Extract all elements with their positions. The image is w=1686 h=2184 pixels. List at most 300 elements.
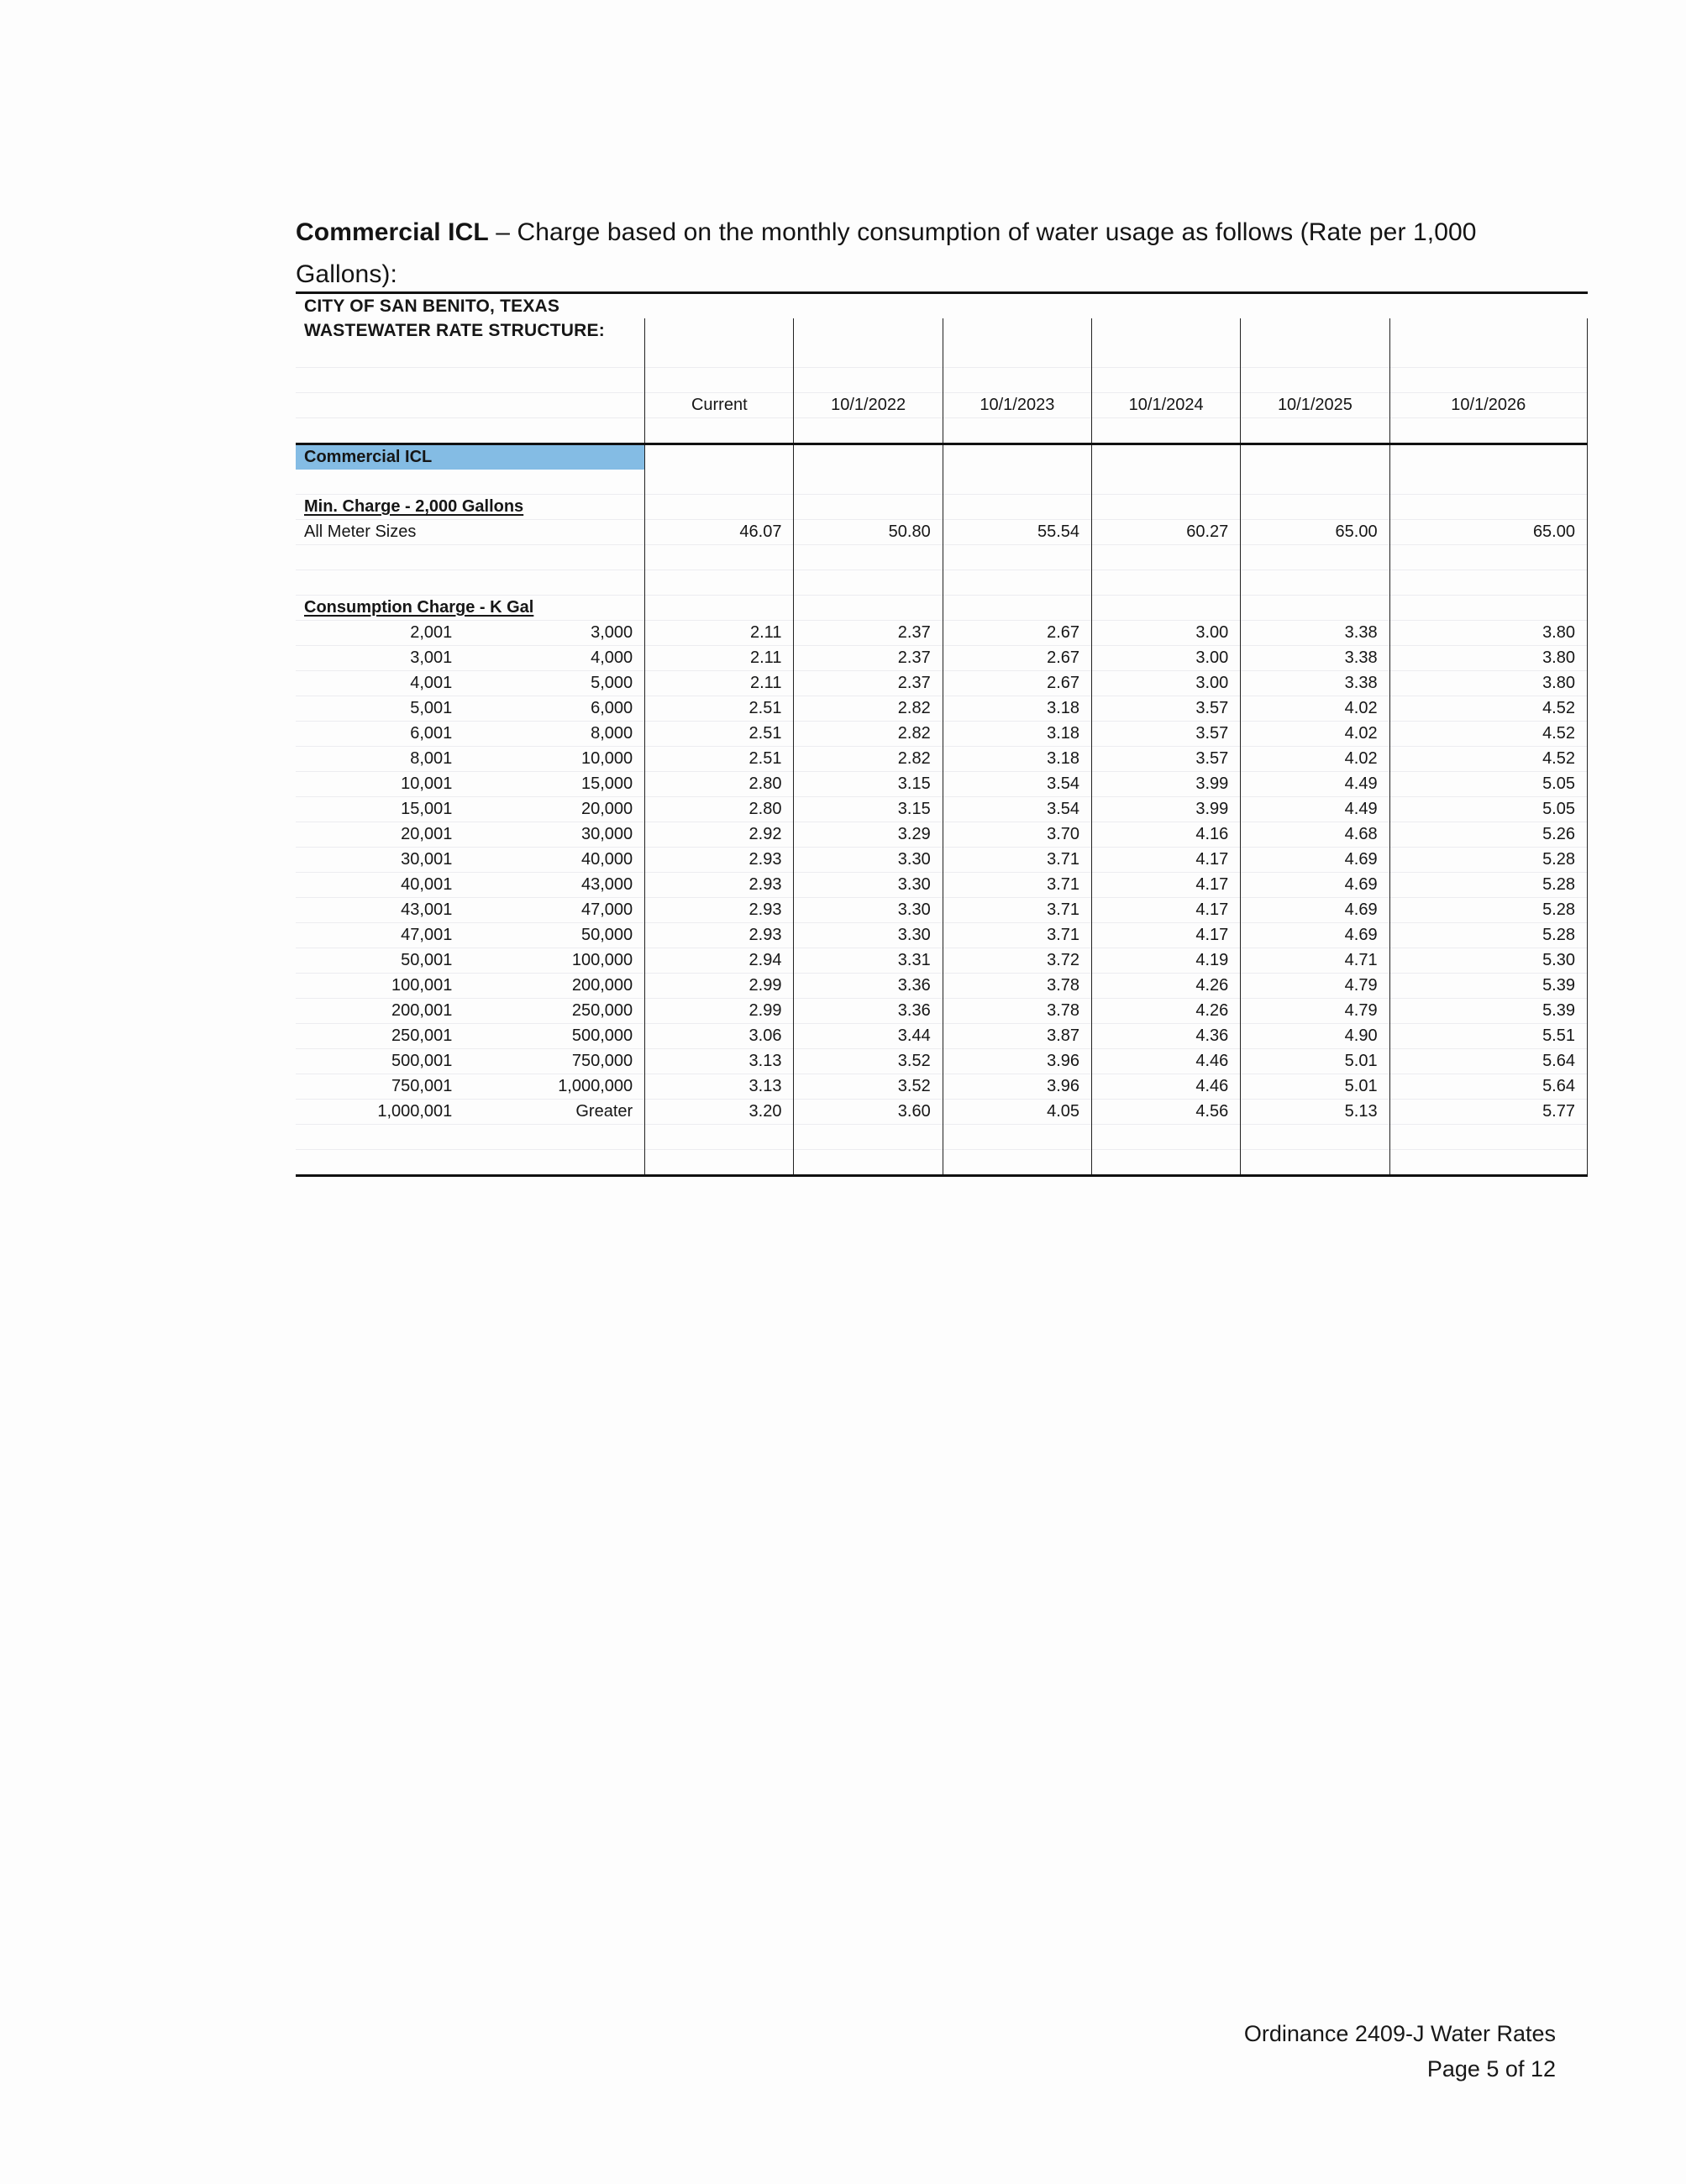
cell-rate-20241001: 4.16 xyxy=(1092,822,1241,848)
cell-rate-20231001: 2.67 xyxy=(943,646,1091,671)
spacer-cell xyxy=(1092,343,1241,368)
cell-rate-20221001: 3.30 xyxy=(794,898,943,923)
spacer-cell xyxy=(1389,444,1587,470)
cell-rate-20241001: 3.57 xyxy=(1092,696,1241,722)
cell-rate-20231001: 3.96 xyxy=(943,1049,1091,1074)
spacer-cell xyxy=(943,444,1091,470)
spacer-cell xyxy=(794,1150,943,1176)
spacer-cell xyxy=(1241,1150,1389,1176)
spacer-cell xyxy=(645,418,794,444)
cell-rate-20221001: 3.52 xyxy=(794,1074,943,1100)
cell-rate-current: 2.93 xyxy=(645,923,794,948)
cell-rate-current: 2.99 xyxy=(645,974,794,999)
min-charge-heading-label: Min. Charge - 2,000 Gallons xyxy=(304,497,524,516)
spacer-cell xyxy=(1241,1125,1389,1150)
table-row xyxy=(296,898,1588,923)
spacer-cell xyxy=(943,1125,1091,1150)
cell-tier-to: 100,000 xyxy=(464,948,644,974)
cell-rate-current: 2.94 xyxy=(645,948,794,974)
table-row xyxy=(296,948,1588,974)
cell-tier-to: 250,000 xyxy=(464,999,644,1024)
column-header-current: Current xyxy=(645,393,794,418)
row-label-all-meter-sizes: All Meter Sizes xyxy=(296,520,645,545)
spacer-cell xyxy=(1092,418,1241,444)
cell-rate-20251001: 4.02 xyxy=(1241,722,1389,747)
cell-rate-20241001: 3.00 xyxy=(1092,671,1241,696)
spacer-cell xyxy=(645,495,794,520)
table-row xyxy=(296,772,1588,797)
cell-rate-20241001: 3.00 xyxy=(1092,621,1241,646)
cell-rate-20261001: 3.80 xyxy=(1389,646,1587,671)
table-spacer-row xyxy=(296,545,1588,570)
cell-tier-to: 40,000 xyxy=(464,848,644,873)
spacer-cell xyxy=(645,545,794,570)
cell-rate-20231001: 3.70 xyxy=(943,822,1091,848)
cell-rate-20261001: 5.64 xyxy=(1389,1074,1587,1100)
spacer-cell xyxy=(1092,318,1241,343)
cell-rate-20231001: 3.96 xyxy=(943,1074,1091,1100)
wastewater-rate-table-container xyxy=(296,291,1588,1177)
spacer-cell xyxy=(296,393,645,418)
cell-rate-20251001: 3.38 xyxy=(1241,646,1389,671)
cell-tier-from: 50,001 xyxy=(401,951,453,969)
cell-tier-to: 5,000 xyxy=(464,671,644,696)
wastewater-rate-table xyxy=(296,291,1588,1177)
table-row xyxy=(296,1049,1588,1074)
column-header-20231001: 10/1/2023 xyxy=(943,393,1091,418)
cell-rate-current: 2.11 xyxy=(645,621,794,646)
cell-tier-to: 47,000 xyxy=(464,898,644,923)
cell-rate-20241001: 4.46 xyxy=(1092,1074,1241,1100)
cell-rate-20261001: 5.39 xyxy=(1389,999,1587,1024)
table-row xyxy=(296,822,1588,848)
cell-rate-20261001: 5.30 xyxy=(1389,948,1587,974)
cell-tier-to: 200,000 xyxy=(464,974,644,999)
cell-tier-to: 43,000 xyxy=(464,873,644,898)
spacer-cell xyxy=(1092,495,1241,520)
spacer-cell xyxy=(794,368,943,393)
spacer-cell xyxy=(1389,418,1587,444)
cell-rate-20231001: 4.05 xyxy=(943,1100,1091,1125)
table-bottom-row xyxy=(296,1150,1588,1176)
spacer-cell xyxy=(645,570,794,596)
cell-rate-20251001: 4.90 xyxy=(1241,1024,1389,1049)
spacer-cell xyxy=(1241,368,1389,393)
table-spacer-row xyxy=(296,418,1588,444)
cell-rate-20221001: 3.36 xyxy=(794,974,943,999)
cell-rate-20221001: 3.15 xyxy=(794,772,943,797)
cell-rate-current: 2.11 xyxy=(645,671,794,696)
cell-tier-from: 200,001 xyxy=(391,1001,453,1020)
spacer-cell xyxy=(645,1125,794,1150)
spacer-cell xyxy=(1389,570,1587,596)
section-label-commercial-icl: Commercial ICL xyxy=(296,444,645,470)
cell-rate-20251001: 3.38 xyxy=(1241,621,1389,646)
spacer-cell xyxy=(943,545,1091,570)
cell-rate-20261001: 5.05 xyxy=(1389,772,1587,797)
cell-rate-20221001: 2.82 xyxy=(794,747,943,772)
cell-tier-from: 8,001 xyxy=(410,749,453,768)
cell-rate-20251001: 4.69 xyxy=(1241,923,1389,948)
cell-rate-20261001: 5.39 xyxy=(1389,974,1587,999)
cell-rate-20261001: 5.28 xyxy=(1389,898,1587,923)
spacer-cell xyxy=(1389,343,1587,368)
spacer-cell xyxy=(794,343,943,368)
cell-rate-20231001: 3.87 xyxy=(943,1024,1091,1049)
spacer-cell xyxy=(1241,495,1389,520)
table-row xyxy=(296,1024,1588,1049)
cell-rate-20251001: 5.01 xyxy=(1241,1049,1389,1074)
cell-rate-current: 2.51 xyxy=(645,722,794,747)
table-row xyxy=(296,1074,1588,1100)
cell-rate-20221001: 2.82 xyxy=(794,722,943,747)
cell-tier-to: 1,000,000 xyxy=(464,1074,644,1100)
spacer-cell xyxy=(645,368,794,393)
cell-rate-current: 2.80 xyxy=(645,772,794,797)
cell-rate-20221001: 2.37 xyxy=(794,646,943,671)
cell-tier-from: 20,001 xyxy=(401,825,453,843)
spacer-cell xyxy=(645,444,794,470)
table-spacer-row xyxy=(296,343,1588,368)
cell-rate-20261001: 4.52 xyxy=(1389,696,1587,722)
spacer-cell xyxy=(794,570,943,596)
cell-rate-20231001: 3.18 xyxy=(943,696,1091,722)
column-header-20261001: 10/1/2026 xyxy=(1389,393,1587,418)
cell-tier-from: 40,001 xyxy=(401,875,453,894)
cell-rate-20241001: 3.57 xyxy=(1092,722,1241,747)
section-header-row-commercial-icl xyxy=(296,444,1588,470)
table-column-header-row xyxy=(296,393,1588,418)
spacer-cell xyxy=(1389,318,1587,343)
cell-rate-current: 2.93 xyxy=(645,848,794,873)
cell-rate-20221001: 3.44 xyxy=(794,1024,943,1049)
cell-rate-current: 2.93 xyxy=(645,873,794,898)
spacer-cell xyxy=(1241,596,1389,621)
cell-rate-20231001: 3.71 xyxy=(943,848,1091,873)
cell-min-charge-20241001: 60.27 xyxy=(1092,520,1241,545)
spacer-cell xyxy=(1241,545,1389,570)
cell-rate-20251001: 5.13 xyxy=(1241,1100,1389,1125)
spacer-cell xyxy=(645,1150,794,1176)
spacer-cell xyxy=(943,318,1091,343)
table-row xyxy=(296,1100,1588,1125)
cell-rate-20231001: 3.72 xyxy=(943,948,1091,974)
cell-rate-20251001: 4.79 xyxy=(1241,974,1389,999)
cell-rate-20251001: 5.01 xyxy=(1241,1074,1389,1100)
cell-rate-20261001: 5.64 xyxy=(1389,1049,1587,1074)
table-row xyxy=(296,797,1588,822)
spacer-cell xyxy=(943,495,1091,520)
cell-rate-current: 3.13 xyxy=(645,1049,794,1074)
min-charge-heading-cell xyxy=(296,495,645,520)
cell-rate-20241001: 3.99 xyxy=(1092,772,1241,797)
spacer-cell xyxy=(1092,368,1241,393)
cell-rate-20241001: 4.26 xyxy=(1092,974,1241,999)
cell-tier-from: 15,001 xyxy=(401,800,453,818)
cell-min-charge-current: 46.07 xyxy=(645,520,794,545)
spacer-cell xyxy=(794,444,943,470)
spacer-cell xyxy=(645,293,794,319)
spacer-cell xyxy=(794,318,943,343)
cell-rate-20251001: 4.71 xyxy=(1241,948,1389,974)
cell-rate-20231001: 2.67 xyxy=(943,671,1091,696)
cell-rate-20221001: 3.36 xyxy=(794,999,943,1024)
cell-tier-to: 50,000 xyxy=(464,923,644,948)
spacer-cell xyxy=(296,570,645,596)
cell-tier-from: 3,001 xyxy=(410,648,453,667)
cell-rate-20231001: 3.71 xyxy=(943,873,1091,898)
table-row xyxy=(296,999,1588,1024)
table-spacer-row xyxy=(296,1125,1588,1150)
cell-rate-20241001: 4.26 xyxy=(1092,999,1241,1024)
cell-tier-from: 5,001 xyxy=(410,699,453,717)
table-row-all-meter-sizes xyxy=(296,520,1588,545)
spacer-cell xyxy=(1389,1150,1587,1176)
table-row xyxy=(296,974,1588,999)
spacer-cell xyxy=(296,545,645,570)
cell-rate-20251001: 4.02 xyxy=(1241,747,1389,772)
cell-tier-from: 500,001 xyxy=(391,1052,453,1070)
cell-rate-20221001: 3.60 xyxy=(794,1100,943,1125)
spacer-cell xyxy=(943,368,1091,393)
cell-rate-20261001: 5.26 xyxy=(1389,822,1587,848)
spacer-cell xyxy=(296,418,645,444)
spacer-cell xyxy=(1241,318,1389,343)
cell-tier-from: 47,001 xyxy=(401,926,453,944)
cell-rate-20221001: 3.31 xyxy=(794,948,943,974)
spacer-cell xyxy=(296,343,645,368)
cell-tier-from: 6,001 xyxy=(410,724,453,743)
cell-rate-20261001: 5.28 xyxy=(1389,923,1587,948)
cell-rate-20231001: 3.78 xyxy=(943,974,1091,999)
cell-rate-20251001: 4.49 xyxy=(1241,797,1389,822)
spacer-cell xyxy=(794,1125,943,1150)
spacer-cell xyxy=(943,596,1091,621)
spacer-cell xyxy=(794,545,943,570)
consumption-charge-heading-label: Consumption Charge - K Gal xyxy=(304,598,534,617)
cell-tier-to: 750,000 xyxy=(464,1049,644,1074)
cell-rate-20261001: 4.52 xyxy=(1389,722,1587,747)
spacer-cell xyxy=(1092,545,1241,570)
cell-rate-20261001: 3.80 xyxy=(1389,621,1587,646)
spacer-cell xyxy=(794,470,943,495)
spacer-cell xyxy=(1092,293,1241,319)
table-row xyxy=(296,646,1588,671)
spacer-cell xyxy=(645,343,794,368)
cell-tier-to: 4,000 xyxy=(464,646,644,671)
intro-lead-label: Commercial ICL xyxy=(296,218,489,246)
cell-tier-from: 2,001 xyxy=(410,623,453,642)
cell-rate-20261001: 5.77 xyxy=(1389,1100,1587,1125)
cell-tier-to: 10,000 xyxy=(464,747,644,772)
spacer-cell xyxy=(1092,596,1241,621)
cell-rate-20241001: 4.17 xyxy=(1092,898,1241,923)
cell-tier-to: 8,000 xyxy=(464,722,644,747)
consumption-charge-heading-cell xyxy=(296,596,645,621)
cell-rate-current: 2.11 xyxy=(645,646,794,671)
spacer-cell xyxy=(794,596,943,621)
cell-rate-20261001: 5.28 xyxy=(1389,848,1587,873)
footer-ordinance-line: Ordinance 2409-J Water Rates xyxy=(1243,2021,1556,2046)
spacer-cell xyxy=(1389,596,1587,621)
cell-rate-20261001: 5.28 xyxy=(1389,873,1587,898)
cell-rate-current: 2.51 xyxy=(645,696,794,722)
cell-rate-20241001: 4.36 xyxy=(1092,1024,1241,1049)
cell-rate-20221001: 2.82 xyxy=(794,696,943,722)
cell-rate-current: 2.51 xyxy=(645,747,794,772)
cell-min-charge-20221001: 50.80 xyxy=(794,520,943,545)
table-row xyxy=(296,747,1588,772)
cell-rate-20241001: 3.57 xyxy=(1092,747,1241,772)
cell-rate-20231001: 3.18 xyxy=(943,722,1091,747)
spacer-cell xyxy=(1389,1125,1587,1150)
spacer-cell xyxy=(1389,470,1587,495)
spacer-cell xyxy=(943,1150,1091,1176)
cell-rate-20221001: 3.52 xyxy=(794,1049,943,1074)
table-row xyxy=(296,923,1588,948)
footer-page-number: Page 5 of 12 xyxy=(1426,2056,1556,2082)
cell-rate-current: 2.99 xyxy=(645,999,794,1024)
spacer-cell xyxy=(1092,570,1241,596)
spacer-cell xyxy=(1389,293,1587,319)
cell-tier-from: 250,001 xyxy=(391,1026,453,1045)
cell-rate-20231001: 2.67 xyxy=(943,621,1091,646)
cell-tier-from: 4,001 xyxy=(410,674,453,692)
table-title-row-1 xyxy=(296,293,1588,319)
cell-rate-20251001: 4.68 xyxy=(1241,822,1389,848)
cell-rate-current: 2.92 xyxy=(645,822,794,848)
column-header-20251001: 10/1/2025 xyxy=(1241,393,1389,418)
page-footer xyxy=(1244,2016,1556,2087)
cell-rate-current: 3.13 xyxy=(645,1074,794,1100)
cell-rate-20241001: 4.17 xyxy=(1092,848,1241,873)
spacer-cell xyxy=(1241,444,1389,470)
spacer-cell xyxy=(296,1125,645,1150)
cell-rate-current: 3.20 xyxy=(645,1100,794,1125)
spacer-cell xyxy=(794,418,943,444)
table-row xyxy=(296,621,1588,646)
table-spacer-row xyxy=(296,570,1588,596)
cell-tier-from: 1,000,001 xyxy=(377,1102,453,1121)
cell-rate-20231001: 3.71 xyxy=(943,923,1091,948)
cell-rate-20231001: 3.78 xyxy=(943,999,1091,1024)
spacer-cell xyxy=(794,495,943,520)
spacer-cell xyxy=(1389,368,1587,393)
cell-rate-20251001: 4.69 xyxy=(1241,898,1389,923)
cell-rate-20241001: 3.99 xyxy=(1092,797,1241,822)
spacer-cell xyxy=(1241,570,1389,596)
cell-rate-20231001: 3.54 xyxy=(943,797,1091,822)
cell-rate-20251001: 4.69 xyxy=(1241,873,1389,898)
table-title-row-2 xyxy=(296,318,1588,343)
table-row xyxy=(296,722,1588,747)
cell-tier-to: 3,000 xyxy=(464,621,644,646)
cell-tier-to: 500,000 xyxy=(464,1024,644,1049)
cell-rate-20221001: 3.30 xyxy=(794,848,943,873)
spacer-cell xyxy=(1092,444,1241,470)
cell-tier-from: 30,001 xyxy=(401,850,453,869)
spacer-cell xyxy=(1092,1125,1241,1150)
cell-rate-20241001: 4.17 xyxy=(1092,873,1241,898)
cell-rate-20251001: 3.38 xyxy=(1241,671,1389,696)
cell-rate-20251001: 4.79 xyxy=(1241,999,1389,1024)
table-row xyxy=(296,696,1588,722)
cell-tier-to: 6,000 xyxy=(464,696,644,722)
cell-rate-20241001: 4.56 xyxy=(1092,1100,1241,1125)
intro-body-text: – Charge based on the monthly consumption of water usage as follows (Rate per 1,000 Gallons): xyxy=(296,218,1477,288)
cell-rate-20261001: 4.52 xyxy=(1389,747,1587,772)
spacer-cell xyxy=(296,368,645,393)
table-row xyxy=(296,848,1588,873)
intro-paragraph xyxy=(296,212,1539,296)
cell-rate-20241001: 4.17 xyxy=(1092,923,1241,948)
cell-tier-to: Greater xyxy=(464,1100,644,1125)
spacer-cell xyxy=(1241,470,1389,495)
cell-rate-current: 2.80 xyxy=(645,797,794,822)
spacer-cell xyxy=(943,343,1091,368)
cell-rate-20241001: 3.00 xyxy=(1092,646,1241,671)
spacer-cell xyxy=(794,293,943,319)
cell-min-charge-20251001: 65.00 xyxy=(1241,520,1389,545)
column-header-20241001: 10/1/2024 xyxy=(1092,393,1241,418)
spacer-cell xyxy=(1389,545,1587,570)
cell-rate-20221001: 3.30 xyxy=(794,873,943,898)
table-title-city: CITY OF SAN BENITO, TEXAS xyxy=(296,293,645,319)
cell-tier-to: 15,000 xyxy=(464,772,644,797)
spacer-cell xyxy=(1389,495,1587,520)
cell-min-charge-20261001: 65.00 xyxy=(1389,520,1587,545)
cell-rate-20241001: 4.46 xyxy=(1092,1049,1241,1074)
spacer-cell xyxy=(1241,343,1389,368)
cell-rate-20221001: 3.30 xyxy=(794,923,943,948)
table-row xyxy=(296,671,1588,696)
cell-rate-20221001: 2.37 xyxy=(794,671,943,696)
cell-rate-20221001: 3.29 xyxy=(794,822,943,848)
column-header-20221001: 10/1/2022 xyxy=(794,393,943,418)
cell-tier-from: 43,001 xyxy=(401,900,453,919)
cell-rate-20251001: 4.02 xyxy=(1241,696,1389,722)
spacer-cell xyxy=(296,1150,645,1176)
spacer-cell xyxy=(1092,470,1241,495)
spacer-cell xyxy=(645,470,794,495)
table-title-structure: WASTEWATER RATE STRUCTURE: xyxy=(296,318,645,343)
cell-tier-to: 20,000 xyxy=(464,797,644,822)
cell-rate-20231001: 3.71 xyxy=(943,898,1091,923)
spacer-cell xyxy=(943,418,1091,444)
cell-rate-current: 3.06 xyxy=(645,1024,794,1049)
cell-tier-from: 750,001 xyxy=(391,1077,453,1095)
spacer-cell xyxy=(645,318,794,343)
spacer-cell xyxy=(943,570,1091,596)
cell-tier-from: 10,001 xyxy=(401,774,453,793)
spacer-cell xyxy=(1241,293,1389,319)
cell-rate-20261001: 3.80 xyxy=(1389,671,1587,696)
spacer-cell xyxy=(943,470,1091,495)
cell-rate-20221001: 3.15 xyxy=(794,797,943,822)
spacer-cell xyxy=(1092,1150,1241,1176)
table-row xyxy=(296,873,1588,898)
cell-rate-20231001: 3.54 xyxy=(943,772,1091,797)
consumption-charge-heading-row xyxy=(296,596,1588,621)
cell-rate-20251001: 4.49 xyxy=(1241,772,1389,797)
spacer-cell xyxy=(1241,418,1389,444)
cell-tier-from: 100,001 xyxy=(391,976,453,995)
cell-rate-20261001: 5.51 xyxy=(1389,1024,1587,1049)
cell-rate-20231001: 3.18 xyxy=(943,747,1091,772)
cell-rate-20251001: 4.69 xyxy=(1241,848,1389,873)
spacer-cell xyxy=(943,293,1091,319)
table-spacer-row xyxy=(296,368,1588,393)
